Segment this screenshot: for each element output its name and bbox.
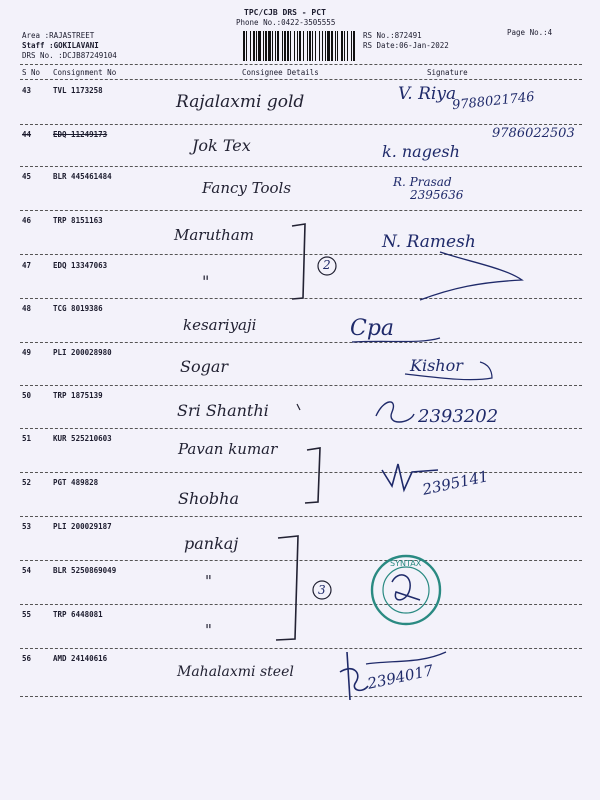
header-drs-no: DRS No. :DCJB87249104 [22, 51, 117, 60]
stamp-text: SYNTAX [390, 559, 422, 568]
group-count: 2 [323, 258, 331, 272]
header-rs-date: RS Date:06-Jan-2022 [363, 41, 449, 50]
row-consignment: TVL 1173258 [53, 86, 103, 95]
header-rs-no: RS No.:872491 [363, 31, 422, 40]
header-title: TPC/CJB DRS - PCT [244, 8, 326, 17]
col-consignment: Consignment No [53, 68, 117, 77]
row-consignment: EDQ 13347063 [53, 261, 108, 270]
handwritten-phone: 2395636 [410, 188, 464, 202]
bracket-mark [292, 224, 305, 299]
signature: k. nagesh [382, 142, 460, 161]
row-sno: 52 [22, 478, 32, 487]
header-phone: Phone No.:0422-3505555 [236, 18, 336, 27]
row-sno: 49 [22, 348, 32, 357]
consignee-name: Pavan kumar [178, 440, 278, 458]
handwritten-phone: 2394017 [365, 661, 435, 693]
row-sno: 54 [22, 566, 32, 575]
row-consignment: BLR 5250869049 [53, 566, 117, 575]
col-sno: S No [22, 68, 41, 77]
row-consignment: PGT 489828 [53, 478, 99, 487]
row-sno: 48 [22, 304, 32, 313]
row-sno: 55 [22, 610, 32, 619]
row-sno: 45 [22, 172, 32, 181]
consignee-name: Shobha [178, 489, 239, 508]
consignee-name: " [205, 621, 212, 639]
signature-stroke [420, 252, 522, 300]
row-sno: 56 [22, 654, 32, 663]
row-sno: 44 [22, 130, 32, 139]
row-sno: 50 [22, 391, 32, 400]
consignee-name: Mahalaxmi steel [177, 664, 294, 680]
handwritten-phone: 2393202 [418, 406, 499, 427]
group-count: 3 [318, 583, 326, 597]
consignee-name: Marutham [174, 226, 254, 244]
header-area: Area :RAJASTREET [22, 31, 95, 40]
row-consignment: TCG 8019386 [53, 304, 103, 313]
handwritten-phone: 9788021746 [451, 89, 536, 114]
signature: R. Prasad [393, 175, 452, 189]
row-consignment: BLR 445461484 [53, 172, 112, 181]
handwritten-phone: 2395141 [420, 467, 490, 499]
count-circle [318, 257, 336, 275]
row-consignment: PLI 200028980 [53, 348, 112, 357]
consignee-name: Rajalaxmi gold [176, 92, 305, 112]
consignee-name: pankaj [184, 534, 239, 553]
signature: V. Riya [398, 84, 457, 104]
row-sno: 47 [22, 261, 32, 270]
header-staff: Staff :GOKILAVANI [22, 41, 99, 50]
row-consignment: KUR 525210603 [53, 434, 112, 443]
row-consignment: PLI 200029187 [53, 522, 112, 531]
row-sno: 43 [22, 86, 32, 95]
consignee-name: Jok Tex [192, 136, 251, 155]
consignee-name: kesariyaji [183, 316, 257, 334]
row-sno: 46 [22, 216, 32, 225]
header-page-no: Page No.:4 [507, 28, 553, 37]
consignee-name: Sogar [180, 357, 229, 376]
handwritten-phone: 9786022503 [492, 126, 575, 141]
consignee-name: " [205, 572, 212, 590]
signature: Cpa [350, 316, 395, 341]
col-consignee: Consignee Details [242, 68, 319, 77]
signature: N. Ramesh [382, 232, 476, 252]
row-consignment: TRP 8151163 [53, 216, 103, 225]
consignee-name: " [202, 272, 210, 291]
signature: Kishor [410, 356, 463, 375]
row-consignment: EDQ 11249173 [53, 130, 108, 139]
consignee-name: Fancy Tools [202, 179, 292, 197]
row-sno: 53 [22, 522, 32, 531]
row-consignment: TRP 6448081 [53, 610, 103, 619]
row-consignment: AMD 24140616 [53, 654, 108, 663]
row-consignment: TRP 1875139 [53, 391, 103, 400]
row-sno: 51 [22, 434, 32, 443]
consignee-name: Sri Shanthi [177, 401, 269, 420]
col-signature: Signature [427, 68, 468, 77]
